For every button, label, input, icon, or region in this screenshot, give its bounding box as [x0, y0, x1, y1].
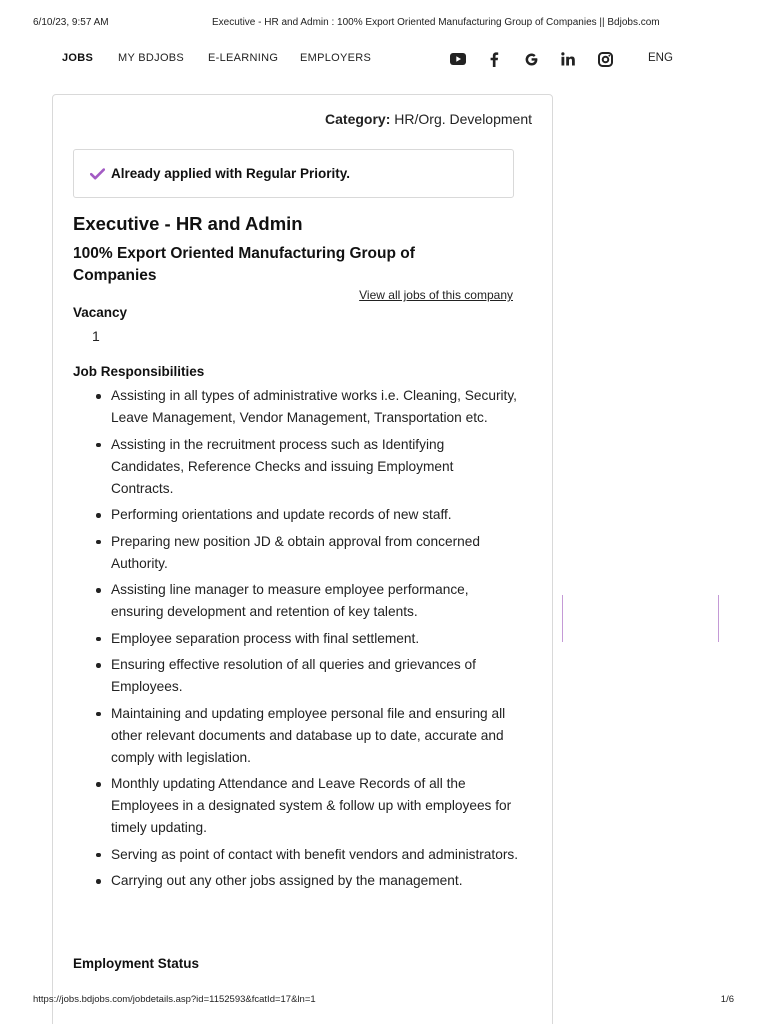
job-title: Executive - HR and Admin: [73, 213, 303, 234]
print-datetime: 6/10/23, 9:57 AM: [33, 17, 109, 28]
company-name: 100% Export Oriented Manufacturing Group of Companies: [73, 245, 415, 284]
nav-item-jobs[interactable]: JOBS: [62, 52, 94, 64]
applied-message: Already applied with Regular Priority.: [111, 166, 351, 181]
print-footer: [0, 994, 768, 1008]
print-url: https://jobs.bdjobs.com/jobdetails.asp?id=1152593&fcatId=17&ln=1: [33, 994, 316, 1005]
print-header: [0, 17, 768, 31]
nav-item-my-bdjobs[interactable]: MY BDJOBS: [118, 52, 185, 64]
checkmark-icon: [90, 166, 106, 182]
list-item: Serving as point of contact with benefit vendors and administrators.: [73, 844, 519, 866]
list-item: Assisting in all types of administrative works i.e. Cleaning, Security, Leave Management, Vendor Management, Transportation etc.: [73, 385, 519, 429]
linkedin-icon[interactable]: [558, 49, 578, 69]
nav-item-e-learning[interactable]: E-LEARNING: [208, 52, 279, 64]
nav-item-employers[interactable]: EMPLOYERS: [300, 52, 372, 64]
list-item: Carrying out any other jobs assigned by the management.: [73, 870, 519, 892]
employment-status-heading: Employment Status: [73, 956, 200, 971]
list-item: Monthly updating Attendance and Leave Records of all the Employees in a designated system & follow up with employees for timely updating.: [73, 773, 519, 839]
top-navigation: [0, 47, 768, 71]
job-responsibilities-heading: Job Responsibilities: [73, 364, 205, 379]
view-all-jobs-link[interactable]: View all jobs of this company: [359, 288, 513, 302]
list-item: Assisting line manager to measure employee performance, ensuring development and retention of key talents.: [73, 579, 519, 623]
job-details-card: [52, 94, 553, 1024]
list-item: Preparing new position JD & obtain approval from concerned Authority.: [73, 531, 519, 575]
vacancy-value: 1: [92, 328, 100, 344]
language-toggle[interactable]: ENG: [648, 52, 673, 64]
applied-status-box: [73, 149, 514, 198]
category-label: Category:: [325, 111, 391, 127]
job-category: [325, 111, 532, 127]
facebook-icon[interactable]: [484, 49, 504, 69]
instagram-icon[interactable]: [595, 49, 615, 69]
sidebar-panel-fragment: [562, 595, 719, 642]
responsibilities-list: [73, 385, 519, 897]
list-item: Employee separation process with final settlement.: [73, 628, 519, 650]
google-icon[interactable]: [521, 49, 541, 69]
vacancy-heading: Vacancy: [73, 305, 128, 320]
category-value: HR/Org. Development: [394, 111, 532, 127]
youtube-icon[interactable]: [448, 49, 468, 69]
list-item: Assisting in the recruitment process such as Identifying Candidates, Reference Checks and issuing Employment Contracts.: [73, 434, 519, 500]
list-item: Maintaining and updating employee personal file and ensuring all other relevant documents and database up to date, accurate and comply with legislation.: [73, 703, 519, 769]
page-number: 1/6: [720, 994, 734, 1005]
list-item: Performing orientations and update records of new staff.: [73, 504, 519, 526]
print-document-title: Executive - HR and Admin : 100% Export Oriented Manufacturing Group of Companies || Bdjobs.com: [212, 17, 660, 28]
list-item: Ensuring effective resolution of all queries and grievances of Employees.: [73, 654, 519, 698]
